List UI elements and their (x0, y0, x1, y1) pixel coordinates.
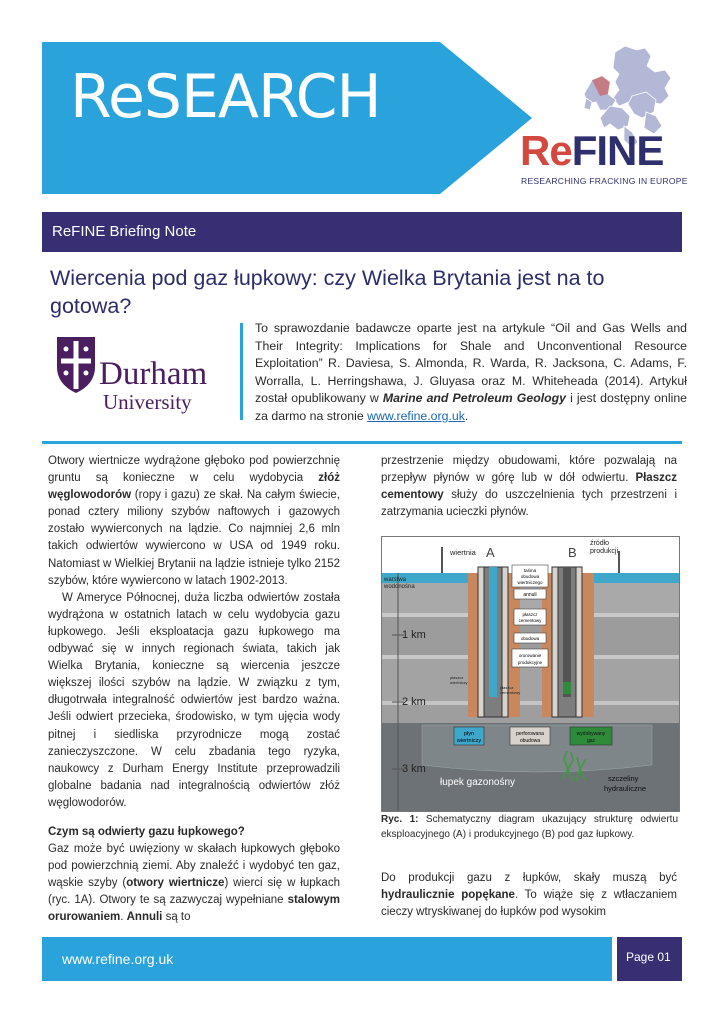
paragraph-fracking: Do produkcji gazu z łupków, skały muszą być hydraulicznie popękane. To wiąże się z wtłaczaniem cieczy wtryskiwanej do łupków pod wysokim (381, 872, 677, 919)
paragraph-annuli: przestrzenie między obudowami, które pozwalają na przepływ płynów w górę lub w dół odwiertu. Płaszcz cementowy służy do uszczelnienia tych przestrzeni i zatrzymania ucieczki płynów. (381, 455, 677, 519)
box-plyn-2: wiertniczy (456, 738, 482, 744)
label-shale: łupek gazonośny (440, 777, 516, 788)
section-heading: Czym są odwierty gazu łupkowego? (48, 825, 245, 838)
depth-1km: 1 km (402, 629, 426, 641)
refine-link[interactable]: www.refine.org.uk (367, 408, 465, 423)
label-source-2: produkcji (590, 548, 619, 555)
box-plaszcz-2: cementowy (518, 618, 542, 623)
label-rig: wiertnia (450, 548, 476, 557)
paragraph-shale-wells: Gaz może być uwięziony w skałach łupkowych głęboko pod powierzchnią ziemi. Aby znaleźć i wydobyć ten gaz, wąskie szyby (otwory wiertnicze) wierci się w łupkach (ryc. 1A). Otwory te są zazwyczaj wypełniane stalowym orurowaniem. Annuli są to (48, 843, 340, 924)
small-right-1: płaszcz (500, 685, 514, 690)
box-wydobywany-2: gaz (586, 738, 596, 744)
small-right-2: cementowy (500, 690, 521, 695)
small-left-1: płaszcz (450, 675, 464, 680)
column-left (48, 453, 340, 927)
box-plaszcz-1: płaszcz (522, 612, 538, 617)
depth-2km: 2 km (402, 696, 426, 708)
well-diagram-figure (381, 536, 680, 812)
figure-caption: Ryc. 1: Schematyczny diagram ukazujący strukturę odwiertu eksploacyjnego (A) i produkcyjnego (B) pod gaz łupkowy. (381, 814, 678, 840)
footer-url[interactable]: www.refine.org.uk (62, 951, 174, 967)
footer-bar (42, 937, 612, 981)
page-number-box (617, 937, 682, 981)
box-wydobywany-1: wydobywany (576, 731, 606, 737)
paragraph-intro: Otwory wiertnicze wydrążone głęboko pod powierzchnię gruntu są konieczne w celu wydobycia złóż węglowodorów (ropy i gazu) ze skał. Na całym świecie, ponad cztery miliony szybów naftowych i gazowych zostało wywierconych na lądzie. Co najmniej 2,6 mln takich odwiertów wywiercono w USA od 1949 roku. Natomiast w Wielkiej Brytanii na lądzie istnieje tylko 2152 szybów, które wywiercono w latach 1902-2013. (48, 455, 340, 587)
box-orurowanie-1: orurowanie (518, 653, 542, 658)
label-well-b: B (568, 545, 577, 560)
depth-3km: 3 km (402, 763, 426, 775)
durham-university: University (103, 390, 192, 414)
label-aquifer-2: wodonośna (384, 584, 415, 590)
research-title: ReSEARCH (70, 62, 381, 132)
box-perforowana-1: perforowana (516, 731, 544, 737)
page-number: Page 01 (626, 950, 671, 964)
box-orurowanie-2: produkcyjne (517, 660, 543, 665)
box-perforowana-2: obudowa (519, 738, 541, 744)
box-tasma-1: taśma (523, 568, 537, 573)
label-aquifer-1: warstwa (384, 577, 407, 583)
box-plyn-1: płyn (463, 731, 475, 737)
briefing-bar (42, 212, 682, 252)
refine-tagline: RESEARCHING FRACKING IN EUROPE (521, 176, 688, 186)
abstract-text: To sprawozdanie badawcze oparte jest na artykule “Oil and Gas Wells and Their Integrity: Implications for Shale and Unconventional Resource Exploitation” R. Daviesa, S. Almonda, R. Warda, R. Jacksona, C. Adams, F. Worralla, L. Herringshawa, J. Gluyasa oraz M. Whiteheada (2014). Artykuł został opublikowany w Marine and Petroleum Geology i jest dostępny online za darmo na stronie www.refine.org.uk. (255, 321, 687, 423)
label-fractures-2: hydrauliczne (604, 784, 647, 793)
small-left-2: wiertniczy (450, 680, 468, 685)
durham-name: Durham (99, 356, 208, 392)
label-fractures-1: szczeliny (608, 774, 639, 783)
section-divider (42, 441, 682, 444)
paragraph-north-america: W Ameryce Północnej, duża liczba odwiertów została wydrążona w ostatnich latach w celu wydobycia gazu łupkowego. Jeśli eksploatacja gazu łupkowego ma odbywać się w innych regionach świata, takich jak Wielka Brytania, konieczne są wiercenia jeszcze większej ilości szybów na lądzie. W związku z tym, długotrwała integralność odwiertów jest bardzo ważna. Jeśli odwiert przecieka, środowisko, w tym ujęcia wody pitnej i siedliska przyrodnicze mogą zostać zanieczyszczone. W celu zbadania tego ryzyka, naukowcy z Durham Energy Institute przeprowadzili globalne badania nad integralnością odwiertów złóż węglowodorów. (48, 591, 340, 809)
label-source-1: źródło (590, 540, 610, 547)
refine-logo-word: ReFINE (520, 127, 664, 174)
page-title: Wiercenia pod gaz łupkowy: czy Wielka Brytania jest na to gotowa? (50, 266, 605, 318)
box-annuli: annuli (523, 592, 537, 598)
briefing-label: ReFINE Briefing Note (52, 223, 197, 240)
label-well-a: A (486, 545, 495, 560)
column-right (381, 453, 677, 521)
well-diagram (382, 537, 679, 811)
box-tasma-2: obudowa (520, 574, 540, 579)
box-tasma-3: wiertniczego (517, 580, 543, 585)
box-obudowa: obudowa (520, 636, 540, 641)
abstract-divider (240, 323, 243, 420)
